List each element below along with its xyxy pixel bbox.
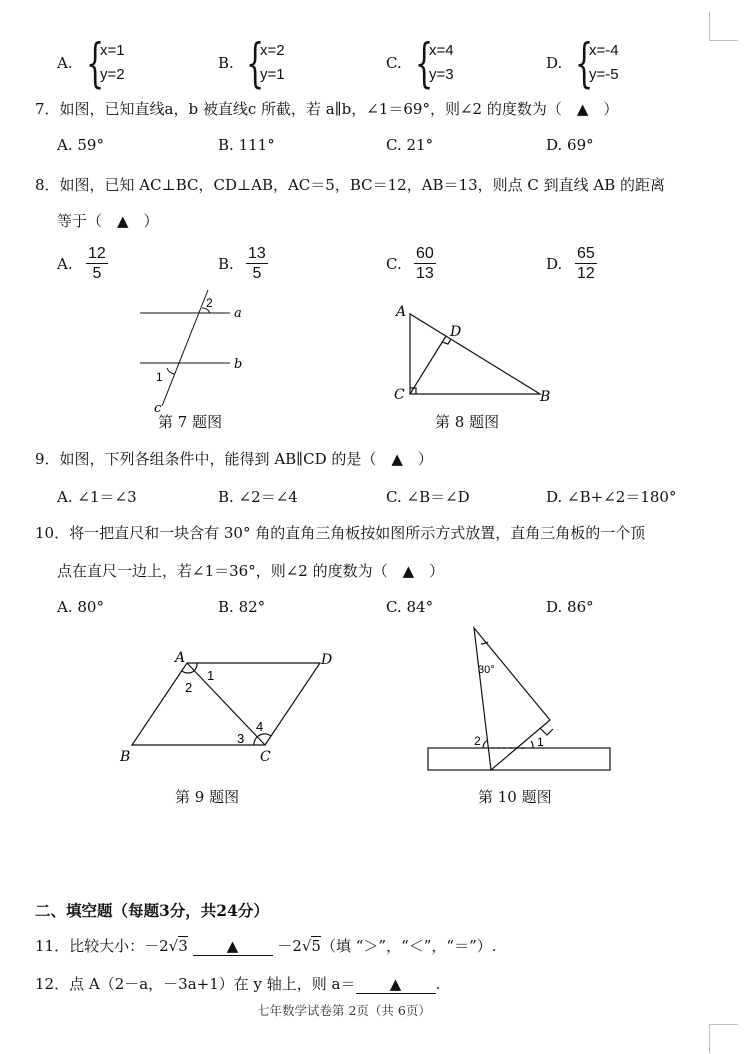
q11-answer-blank[interactable]: ▲	[193, 937, 273, 956]
option-value: 80°	[77, 598, 104, 616]
q11-question	[35, 935, 497, 956]
brace-icon: {	[86, 34, 105, 94]
q12-end: .	[435, 975, 441, 993]
label-B: B	[540, 389, 551, 405]
q9-option-c	[386, 486, 470, 507]
denominator: 13	[416, 265, 434, 282]
label-30-degrees: 30°	[478, 664, 495, 676]
label-a: a	[234, 306, 242, 321]
option-value: 69°	[567, 136, 594, 154]
q8-option-d-label: D.	[546, 255, 563, 273]
option-value: 84°	[406, 598, 434, 616]
q8-question-line1: 8．如图，已知 AC⊥BC，CD⊥AB，AC＝5，BC＝12，AB＝13，则点 C 到直线 AB 的距离	[35, 176, 666, 194]
q8-option-a-fraction	[86, 245, 108, 283]
radical-icon: √	[301, 937, 312, 955]
q6-option-d-label: D.	[546, 54, 563, 72]
equation-line: y=2	[100, 66, 125, 83]
q7-option-d	[546, 136, 594, 154]
figure-10	[425, 624, 615, 776]
label-A: A	[396, 304, 407, 320]
radical-icon: √	[168, 937, 179, 955]
label-angle-1: 1	[156, 370, 163, 384]
equation-line: x=1	[100, 42, 125, 59]
angle-1-arc	[167, 368, 175, 374]
figure-10-caption: 第 10 题图	[478, 788, 552, 806]
option-label: D.	[546, 488, 563, 506]
angle-1-arc	[194, 663, 197, 671]
q7-option-c	[386, 136, 433, 154]
radicand: 5	[311, 937, 321, 955]
q12-answer-blank[interactable]: ▲	[356, 975, 436, 994]
q8-option-c-label: C.	[386, 255, 402, 273]
section-2-title: 二、填空题（每题3分，共24分）	[35, 901, 269, 920]
numerator: 65	[577, 245, 595, 262]
q12-question	[35, 973, 440, 994]
numerator: 60	[416, 245, 434, 262]
angle-2-arc	[182, 671, 194, 673]
sqrt-5	[302, 936, 321, 955]
option-label: D.	[546, 136, 563, 154]
option-label: A.	[57, 488, 73, 506]
option-label: C.	[386, 488, 402, 506]
diagonal-ac	[187, 663, 265, 745]
right-angle-mark	[540, 728, 553, 735]
option-label: B.	[218, 598, 234, 616]
q7-option-a	[57, 136, 104, 154]
triangle-abc	[410, 314, 540, 394]
figure-9-caption: 第 9 题图	[175, 788, 240, 806]
q11-prefix: 11．比较大小：－2	[35, 937, 169, 955]
sqrt-3	[169, 936, 188, 955]
q12-text: 12．点 A（2－a，－3a+1）在 y 轴上，则 a＝	[35, 975, 356, 993]
q7-question: 7．如图，已知直线a，b 被直线c 所截，若 a∥b，∠1＝69°，则∠2 的度数为（ ▲ ）	[35, 100, 619, 118]
q7-option-b	[218, 136, 275, 154]
q10-option-b	[218, 598, 265, 616]
equation-line: y=1	[260, 66, 285, 83]
label-angle-4: 4	[256, 719, 264, 734]
q8-option-a-label: A.	[57, 255, 73, 273]
line-c	[162, 290, 208, 406]
angle-3-arc	[254, 737, 257, 745]
option-value: 86°	[567, 598, 594, 616]
figure-7-caption: 第 7 题图	[158, 413, 223, 431]
q10-option-d	[546, 598, 594, 616]
radicand: 3	[178, 937, 188, 955]
option-value: ∠B+∠2＝180°	[567, 488, 677, 506]
figure-9	[115, 645, 345, 770]
angle-1-arc	[531, 741, 533, 748]
label-D: D	[450, 324, 462, 340]
q6-option-d-system	[575, 34, 645, 94]
q10-question-line2: 点在直尺一边上，若∠1＝36°，则∠2 的度数为（ ▲ ）	[57, 562, 445, 580]
option-label: D.	[546, 598, 563, 616]
q8-option-b-label: B.	[218, 255, 234, 273]
option-label: B.	[218, 136, 234, 154]
brace-icon: {	[246, 34, 265, 94]
corner-mark-top-right	[709, 12, 738, 41]
q6-option-c-label: C.	[386, 54, 402, 72]
label-angle-3: 3	[237, 731, 245, 746]
equation-line: x=4	[429, 42, 454, 59]
q6-option-c-system	[415, 34, 475, 94]
q11-mid: －2	[277, 937, 302, 955]
q9-option-a	[57, 486, 137, 507]
q8-option-c-fraction	[414, 245, 436, 283]
label-D: D	[321, 652, 333, 668]
label-angle-1: 1	[537, 735, 544, 749]
option-label: A.	[57, 136, 73, 154]
option-value: ∠B＝∠D	[406, 488, 470, 506]
figure-7	[130, 288, 260, 413]
q6-option-a-label: A.	[57, 54, 73, 72]
brace-icon: {	[415, 34, 434, 94]
label-angle-2: 2	[474, 734, 481, 748]
figure-8	[390, 298, 560, 408]
q10-option-c	[386, 598, 433, 616]
brace-icon: {	[575, 34, 594, 94]
angle-4-arc	[257, 734, 271, 737]
denominator: 5	[92, 265, 102, 282]
equation-line: x=2	[260, 42, 285, 59]
q10-question-line1: 10．将一把直尺和一块含有 30° 角的直角三角板按如图所示方式放置，直角三角板的一个顶	[35, 524, 646, 542]
option-label: C.	[386, 598, 402, 616]
corner-mark-bottom-right	[709, 1024, 738, 1053]
label-B: B	[120, 749, 131, 765]
denominator: 12	[577, 265, 595, 282]
equation-line: y=3	[429, 66, 454, 83]
q8-question-line2: 等于（ ▲ ）	[57, 212, 159, 230]
q6-option-b-label: B.	[218, 54, 234, 72]
page-footer: 七年数学试卷第 2页（共 6页）	[257, 1003, 431, 1018]
option-label: B.	[218, 488, 234, 506]
equation-line: y=-5	[589, 66, 619, 83]
label-C: C	[260, 749, 271, 765]
q8-option-d-fraction	[575, 245, 597, 283]
label-A: A	[175, 650, 186, 666]
label-c: c	[154, 401, 162, 413]
option-value: ∠2＝∠4	[238, 488, 298, 506]
option-label: C.	[386, 136, 402, 154]
q8-option-b-fraction	[246, 245, 268, 283]
equation-line: x=-4	[589, 42, 619, 59]
option-value: 111°	[238, 136, 275, 154]
label-angle-1: 1	[207, 668, 215, 683]
ruler	[428, 748, 610, 770]
option-value: 21°	[406, 136, 434, 154]
denominator: 5	[252, 265, 262, 282]
q6-option-a-system	[86, 34, 146, 94]
option-label: A.	[57, 598, 73, 616]
label-angle-2: 2	[185, 680, 193, 695]
segment-cd	[410, 336, 446, 394]
q9-option-b	[218, 486, 298, 507]
option-value: ∠1＝∠3	[77, 488, 137, 506]
numerator: 12	[88, 245, 106, 262]
q9-question: 9．如图，下列各组条件中，能得到 AB∥CD 的是（ ▲ ）	[35, 450, 433, 468]
option-value: 59°	[77, 136, 104, 154]
q9-option-d	[546, 486, 676, 507]
label-C: C	[394, 387, 405, 403]
label-b: b	[234, 357, 243, 372]
option-value: 82°	[238, 598, 266, 616]
label-angle-2: 2	[206, 296, 213, 310]
figure-8-caption: 第 8 题图	[435, 413, 500, 431]
q10-option-a	[57, 598, 104, 616]
q11-suffix: （填 “＞”，“＜”，“＝”）.	[320, 937, 497, 955]
q6-option-b-system	[246, 34, 306, 94]
numerator: 13	[248, 245, 266, 262]
